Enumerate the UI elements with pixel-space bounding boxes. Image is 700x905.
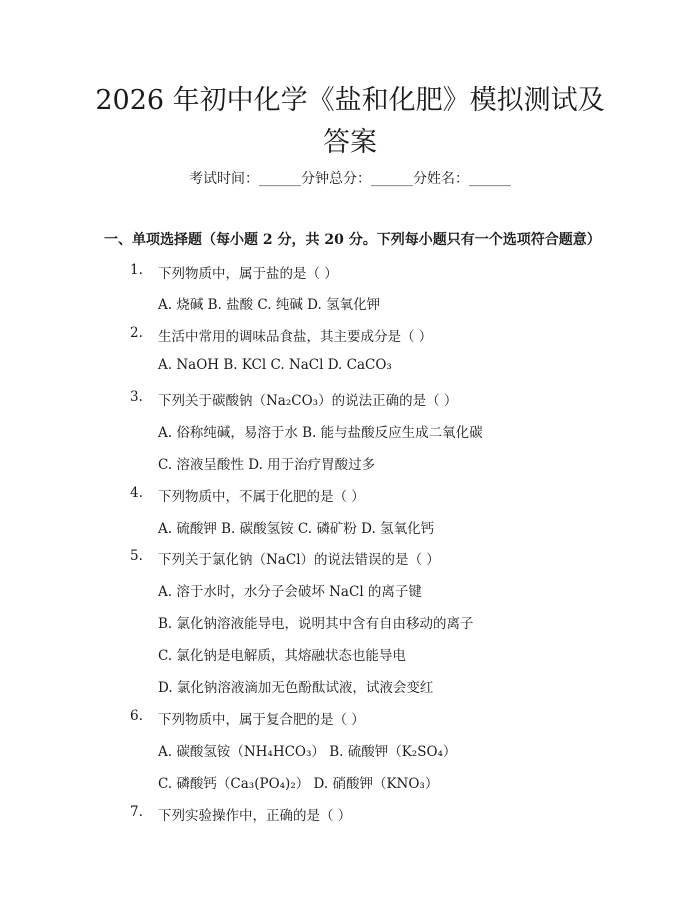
exam-info-line <box>0 168 700 188</box>
question-2 <box>130 325 600 345</box>
question-4 <box>130 485 600 505</box>
question-number: 3. <box>130 389 143 405</box>
question-text: 下列关于碳酸钠（Na₂CO₃）的说法正确的是（ ） <box>158 393 458 409</box>
question-1-options: A. 烧碱 B. 盐酸 C. 纯碱 D. 氢氧化钾 <box>158 297 381 313</box>
question-number: 7. <box>130 804 143 820</box>
question-text: 下列关于氯化钠（NaCl）的说法错误的是（ ） <box>158 552 440 568</box>
question-text: 下列物质中，属于盐的是（ ） <box>158 266 338 282</box>
question-3-options-line-1: A. 俗称纯碱，易溶于水 B. 能与盐酸反应生成二氧化碳 <box>158 425 483 441</box>
question-3-options-line-2: C. 溶液呈酸性 D. 用于治疗胃酸过多 <box>158 457 376 473</box>
time-blank: ______ <box>259 171 301 187</box>
question-1 <box>130 262 600 282</box>
question-2-options: A. NaOH B. KCl C. NaCl D. CaCO₃ <box>158 357 392 373</box>
question-number: 2. <box>130 325 143 341</box>
question-6-options-line-1: A. 碳酸氢铵（NH₄HCO₃） B. 硫酸钾（K₂SO₄） <box>158 744 457 760</box>
question-text: 生活中常用的调味品食盐，其主要成分是（ ） <box>158 329 433 345</box>
question-number: 5. <box>130 548 143 564</box>
score-unit: 分 <box>413 171 427 187</box>
question-6 <box>130 708 600 728</box>
question-5-option-b: B. 氯化钠溶液能导电，说明其中含有自由移动的离子 <box>158 616 474 632</box>
time-unit: 分钟 <box>301 171 329 187</box>
question-number: 6. <box>130 708 143 724</box>
question-5-option-d: D. 氯化钠溶液滴加无色酚酞试液，试液会变红 <box>158 680 434 696</box>
document-title: 2026 年初中化学《盐和化肥》模拟测试及答案 <box>95 85 605 158</box>
question-7 <box>130 804 600 824</box>
question-5 <box>130 548 600 568</box>
section-heading: 一、单项选择题（每小题 2 分，共 20 分。下列每小题只有一个选项符合题意） <box>104 232 601 248</box>
question-number: 4. <box>130 485 143 501</box>
question-3 <box>130 389 600 409</box>
question-text: 下列物质中，不属于化肥的是（ ） <box>158 489 365 505</box>
question-5-option-c: C. 氯化钠是电解质，其熔融状态也能导电 <box>158 648 406 664</box>
score-label: 总分： <box>329 171 371 187</box>
question-4-options: A. 硫酸钾 B. 碳酸氢铵 C. 磷矿粉 D. 氢氧化钙 <box>158 521 435 537</box>
question-number: 1. <box>130 262 143 278</box>
name-label: 姓名： <box>427 171 469 187</box>
question-text: 下列物质中，属于复合肥的是（ ） <box>158 712 365 728</box>
question-6-options-line-2: C. 磷酸钙（Ca₃(PO₄)₂） D. 硝酸钾（KNO₃） <box>158 776 439 792</box>
question-5-option-a: A. 溶于水时，水分子会破坏 NaCl 的离子键 <box>158 584 422 600</box>
time-label: 考试时间： <box>189 171 259 187</box>
question-text: 下列实验操作中，正确的是（ ） <box>158 808 352 824</box>
score-blank: ______ <box>371 171 413 187</box>
name-blank: ______ <box>469 171 511 187</box>
